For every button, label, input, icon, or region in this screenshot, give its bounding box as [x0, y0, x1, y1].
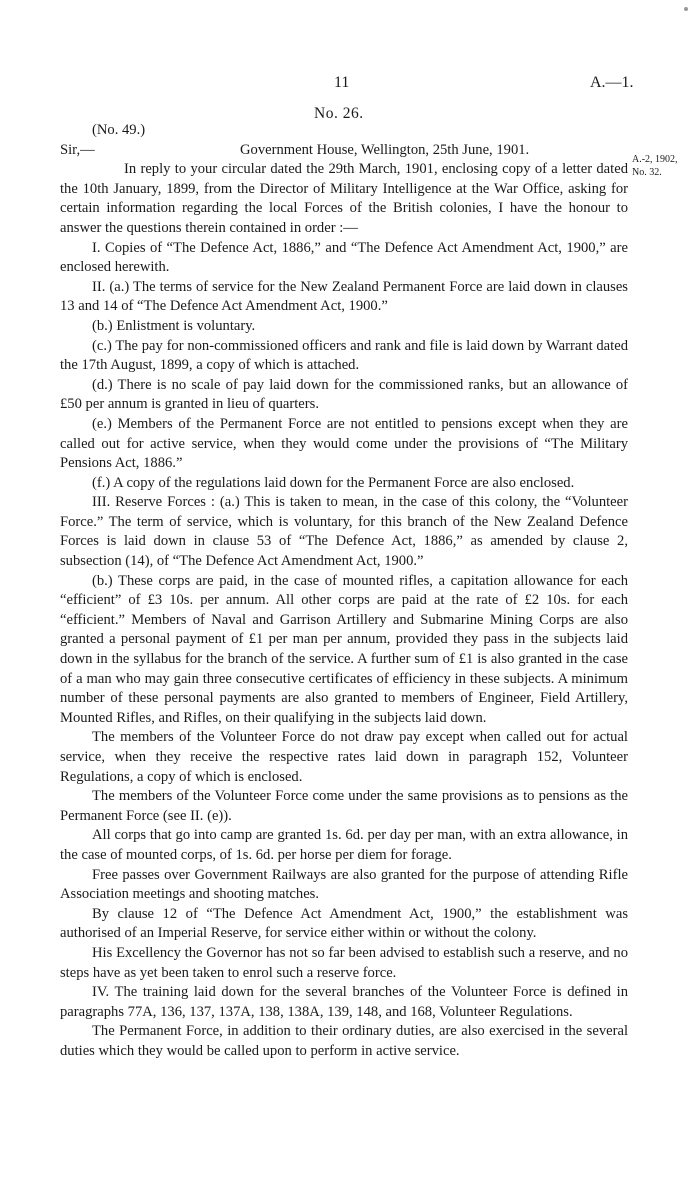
paragraph-intro: In reply to your circular dated the 29th March, 1901, enclosing copy of a letter dated the 10th January, 1899, from the Director of Military Intelligence at the War Office, asking for certain information regarding the local Forces of the British colonies, I have the honour to answer the questions therein contained in order :— [60, 161, 628, 236]
letter-body [60, 121, 628, 1062]
salutation: Sir,— [60, 141, 95, 158]
series-reference: A.—1. [590, 74, 634, 91]
place-date: Government House, Wellington, 25th June, 1901. [240, 141, 530, 158]
margin-note-line1: A.-2, 1902, [632, 154, 678, 165]
letter-header [60, 141, 628, 161]
margin-note-line2: No. 32. [632, 167, 662, 178]
paragraph-ii-f: (f.) A copy of the regulations laid down for the Permanent Force are also enclosed. [92, 474, 575, 491]
paragraph-i: I. Copies of “The Defence Act, 1886,” and “The Defence Act Amendment Act, 1900,” are enclosed herewith. [60, 239, 628, 276]
paragraph-ii-c: (c.) The pay for non-commissioned officers and rank and file is laid down by Warrant dated the 17th August, 1899, a copy of which is attached. [60, 337, 628, 374]
paragraph-ii-a: II. (a.) The terms of service for the New Zealand Permanent Force are laid down in clauses 13 and 14 of “The Defence Act Amendment Act, 1900.” [60, 278, 628, 315]
document-number: No. 26. [314, 105, 364, 122]
paragraph-imperial-reserve: By clause 12 of “The Defence Act Amendment Act, 1900,” the establishment was authorised of an Imperial Reserve, for service either within or without the colony. [60, 905, 628, 942]
paragraph-iv: IV. The training laid down for the several branches of the Volunteer Force is defined in paragraphs 77A, 136, 137, 137A, 138, 138A, 139, 148, and 168, Volunteer Regulations. [60, 984, 628, 1020]
paragraph-volunteer-pay: The members of the Volunteer Force do not draw pay except when called out for actual service, when they receive the respective rates laid down in paragraph 152, Volunteer Regulations, a copy of which is enclosed. [60, 729, 628, 785]
paragraph-iii-a: III. Reserve Forces : (a.) This is taken to mean, in the case of this colony, the “Volunteer Force.” The term of service, which is voluntary, for this branch of the New Zealand Defence Forces is laid down in clause 53 of “The Defence Act, 1886,” as amended by clause 2, subsection (14), of “The Defence Act Amendment Act, 1900.” [60, 494, 628, 570]
page-number: 11 [334, 74, 350, 91]
paragraph-volunteer-pensions: The members of the Volunteer Force come under the same provisions as to pensions as the Permanent Force (see II. (e)). [60, 788, 628, 824]
paragraph-governor: His Excellency the Governor has not so far been advised to establish such a reserve, and no steps have as yet been taken to enrol such a reserve force. [60, 944, 628, 981]
paragraph-ii-e: (e.) Members of the Permanent Force are not entitled to pensions except when they are called out for active service, when they would come under the provisions of “The Military Pensions Act, 1886.” [60, 415, 628, 472]
paragraph-camp-allowance: All corps that go into camp are granted 1s. 6d. per day per man, with an extra allowance, in the case of mounted corps, of 1s. 6d. per horse per diem for forage. [60, 827, 628, 863]
paragraph-ii-d: (d.) There is no scale of pay laid down for the commissioned ranks, but an allowance of £50 per annum is granted in lieu of quarters. [60, 376, 628, 413]
paragraph-free-passes: Free passes over Government Railways are also granted for the purpose of attending Rifle Association meetings and shooting matches. [60, 866, 628, 903]
letter-number: (No. 49.) [92, 122, 146, 138]
paragraph-iii-b: (b.) These corps are paid, in the case of mounted rifles, a capitation allowance for each “efficient” of £3 10s. per annum. All other corps are paid at the rate of £2 10s. for each “efficient.” Members of Naval and Garrison Artillery and Submarine Mining Corps are also granted a personal payment of £1 per man per annum, provided they pass in the subjects laid down in the syllabus for the branch of the service. A further sum of £1 is also granted in the case of a man who may gain three consecutive certificates of efficiency in these subjects. A minimum number of these personal payments are also granted to members of Engineer, Field Artillery, Mounted Rifles, and Rifles, on their qualifying in the subjects laid down. [60, 572, 628, 726]
paragraph-ii-b: (b.) Enlistment is voluntary. [92, 317, 256, 334]
scan-speck [684, 7, 688, 11]
paragraph-permanent-training: The Permanent Force, in addition to their ordinary duties, are also exercised in the several duties which they would be called upon to perform in active service. [60, 1023, 628, 1059]
margin-note [632, 153, 698, 179]
